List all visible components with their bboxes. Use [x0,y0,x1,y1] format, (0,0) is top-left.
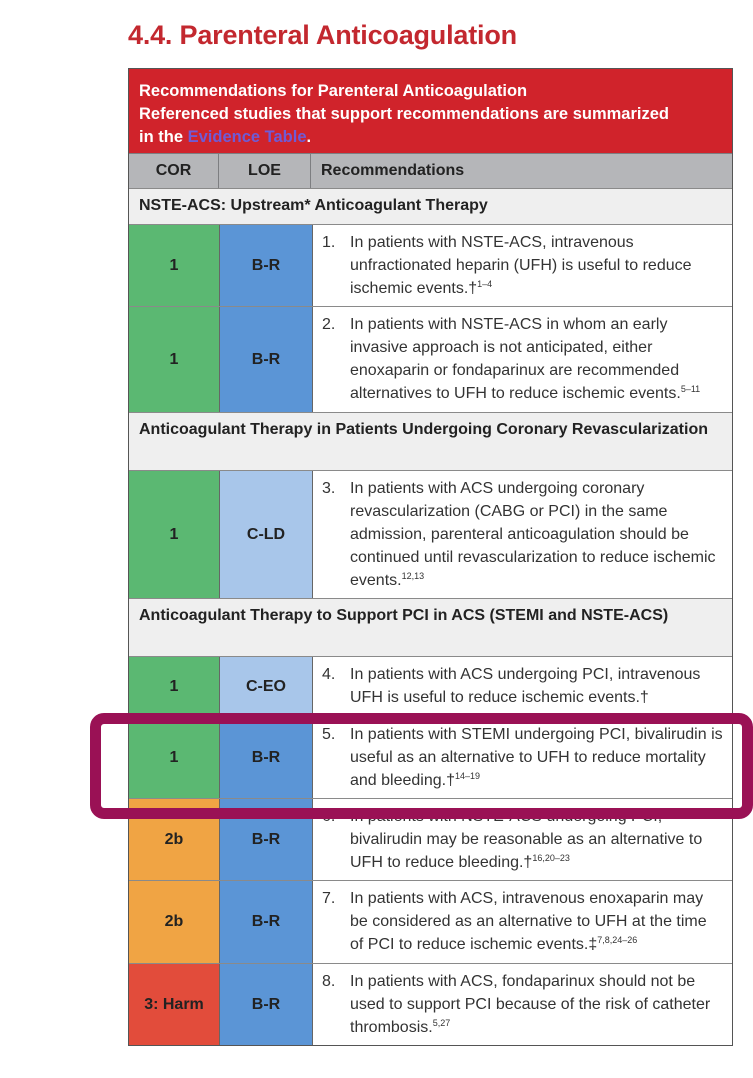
loe-cell: B-R [220,799,313,880]
rec-citation: 7,8,24–26 [597,935,638,945]
rec-number: 5. [322,726,336,743]
rec-body: In patients with ACS, intravenous enoxaparin may be considered as an alternative to UFH at the time of PCI to reduce ischemic events.‡ [350,890,707,953]
rec-body: In patients with NSTE-ACS, intravenous unfractionated heparin (UFH) is useful to reduce ischemic events.† [350,234,692,297]
rec-text [350,970,724,1045]
table-row [129,963,732,1045]
group-heading: Anticoagulant Therapy in Patients Undergoing Coronary Revascularization [129,412,732,470]
recommendation-cell [313,307,732,412]
loe-cell: B-R [220,964,313,1045]
rec-body: In patients with ACS, fondaparinux should not be used to support PCI because of the risk of catheter thrombosis. [350,973,711,1036]
recommendation-cell [313,881,732,963]
cor-column-header: COR [129,154,219,188]
rec-text [350,887,724,963]
rec-number: 8. [322,973,336,990]
cor-cell: 3: Harm [129,964,220,1045]
header-line-1: Recommendations for Parenteral Anticoagulation [139,82,528,100]
rec-text [350,477,724,598]
rec-number: 7. [322,890,336,907]
rec-body: In patients with STEMI undergoing PCI, bivalirudin is useful as an alternative to UFH to reduce mortality and bleeding.† [350,726,723,789]
rec-citation: 14–19 [454,771,481,781]
header-line-3-suffix: . [306,128,312,146]
loe-cell: B-R [220,717,313,798]
table-row [129,880,732,963]
loe-cell: C-LD [220,471,313,598]
rec-number: 1. [322,234,336,251]
loe-cell: B-R [220,307,313,412]
group-heading: NSTE-ACS: Upstream* Anticoagulant Therapy [129,188,732,224]
header-line-2: Referenced studies that support recommendations are summarized [139,105,669,123]
recommendations-table [128,68,733,1046]
column-headers [129,153,732,188]
recommendation-cell [313,225,732,306]
rec-citation: 16,20–23 [532,853,570,863]
rec-body: In patients with NSTE-ACS in whom an early invasive approach is not anticipated, either enoxaparin or fondaparinux are recommended alternatives to UFH to reduce ischemic events. [350,316,681,402]
rec-number: 2. [322,316,336,333]
rec-text [350,231,724,306]
rec-number: 6. [322,808,336,825]
section-title: 4.4. Parenteral Anticoagulation [128,20,517,50]
cor-cell: 2b [129,881,220,963]
header-line-3 [139,126,722,149]
rec-text [350,313,724,412]
rec-body: In patients with ACS undergoing coronary revascularization (CABG or PCI) in the same admission, parenteral anticoagulation should be continued until revascularization to reduce ischemic events. [350,480,716,589]
rec-number: 3. [322,480,336,497]
rec-text [350,663,724,716]
recommendation-cell [313,471,732,598]
rec-citation: 5–11 [680,384,701,394]
cor-cell: 1 [129,717,220,798]
rec-number: 4. [322,666,336,683]
evidence-table-link[interactable]: Evidence Table [187,128,307,146]
loe-cell: C-EO [220,657,313,716]
cor-cell: 1 [129,307,220,412]
cor-cell: 1 [129,225,220,306]
loe-cell: B-R [220,881,313,963]
recommendation-cell [313,964,732,1045]
table-row [129,306,732,412]
recommendation-cell [313,657,732,716]
cor-cell: 1 [129,471,220,598]
loe-column-header: LOE [219,154,311,188]
rec-body: In patients with NSTE-ACS undergoing PCI, bivalirudin may be reasonable as an alternative to UFH to reduce bleeding.† [350,808,703,871]
rec-citation: 12,13 [401,571,425,581]
table-row [129,224,732,306]
group-heading: Anticoagulant Therapy to Support PCI in ACS (STEMI and NSTE-ACS) [129,598,732,656]
table-header [129,69,732,153]
rec-citation: 5,27 [432,1018,451,1028]
table-row [129,656,732,716]
rec-citation: 1–4 [477,279,493,289]
header-line-3-prefix: in the [139,128,188,146]
loe-cell: B-R [220,225,313,306]
cor-cell: 2b [129,799,220,880]
highlight-box [90,713,753,819]
table-row [129,470,732,598]
recommendations-column-header: Recommendations [321,162,465,179]
cor-cell: 1 [129,657,220,716]
rec-body: In patients with ACS undergoing PCI, intravenous UFH is useful to reduce ischemic events.† [350,666,701,706]
